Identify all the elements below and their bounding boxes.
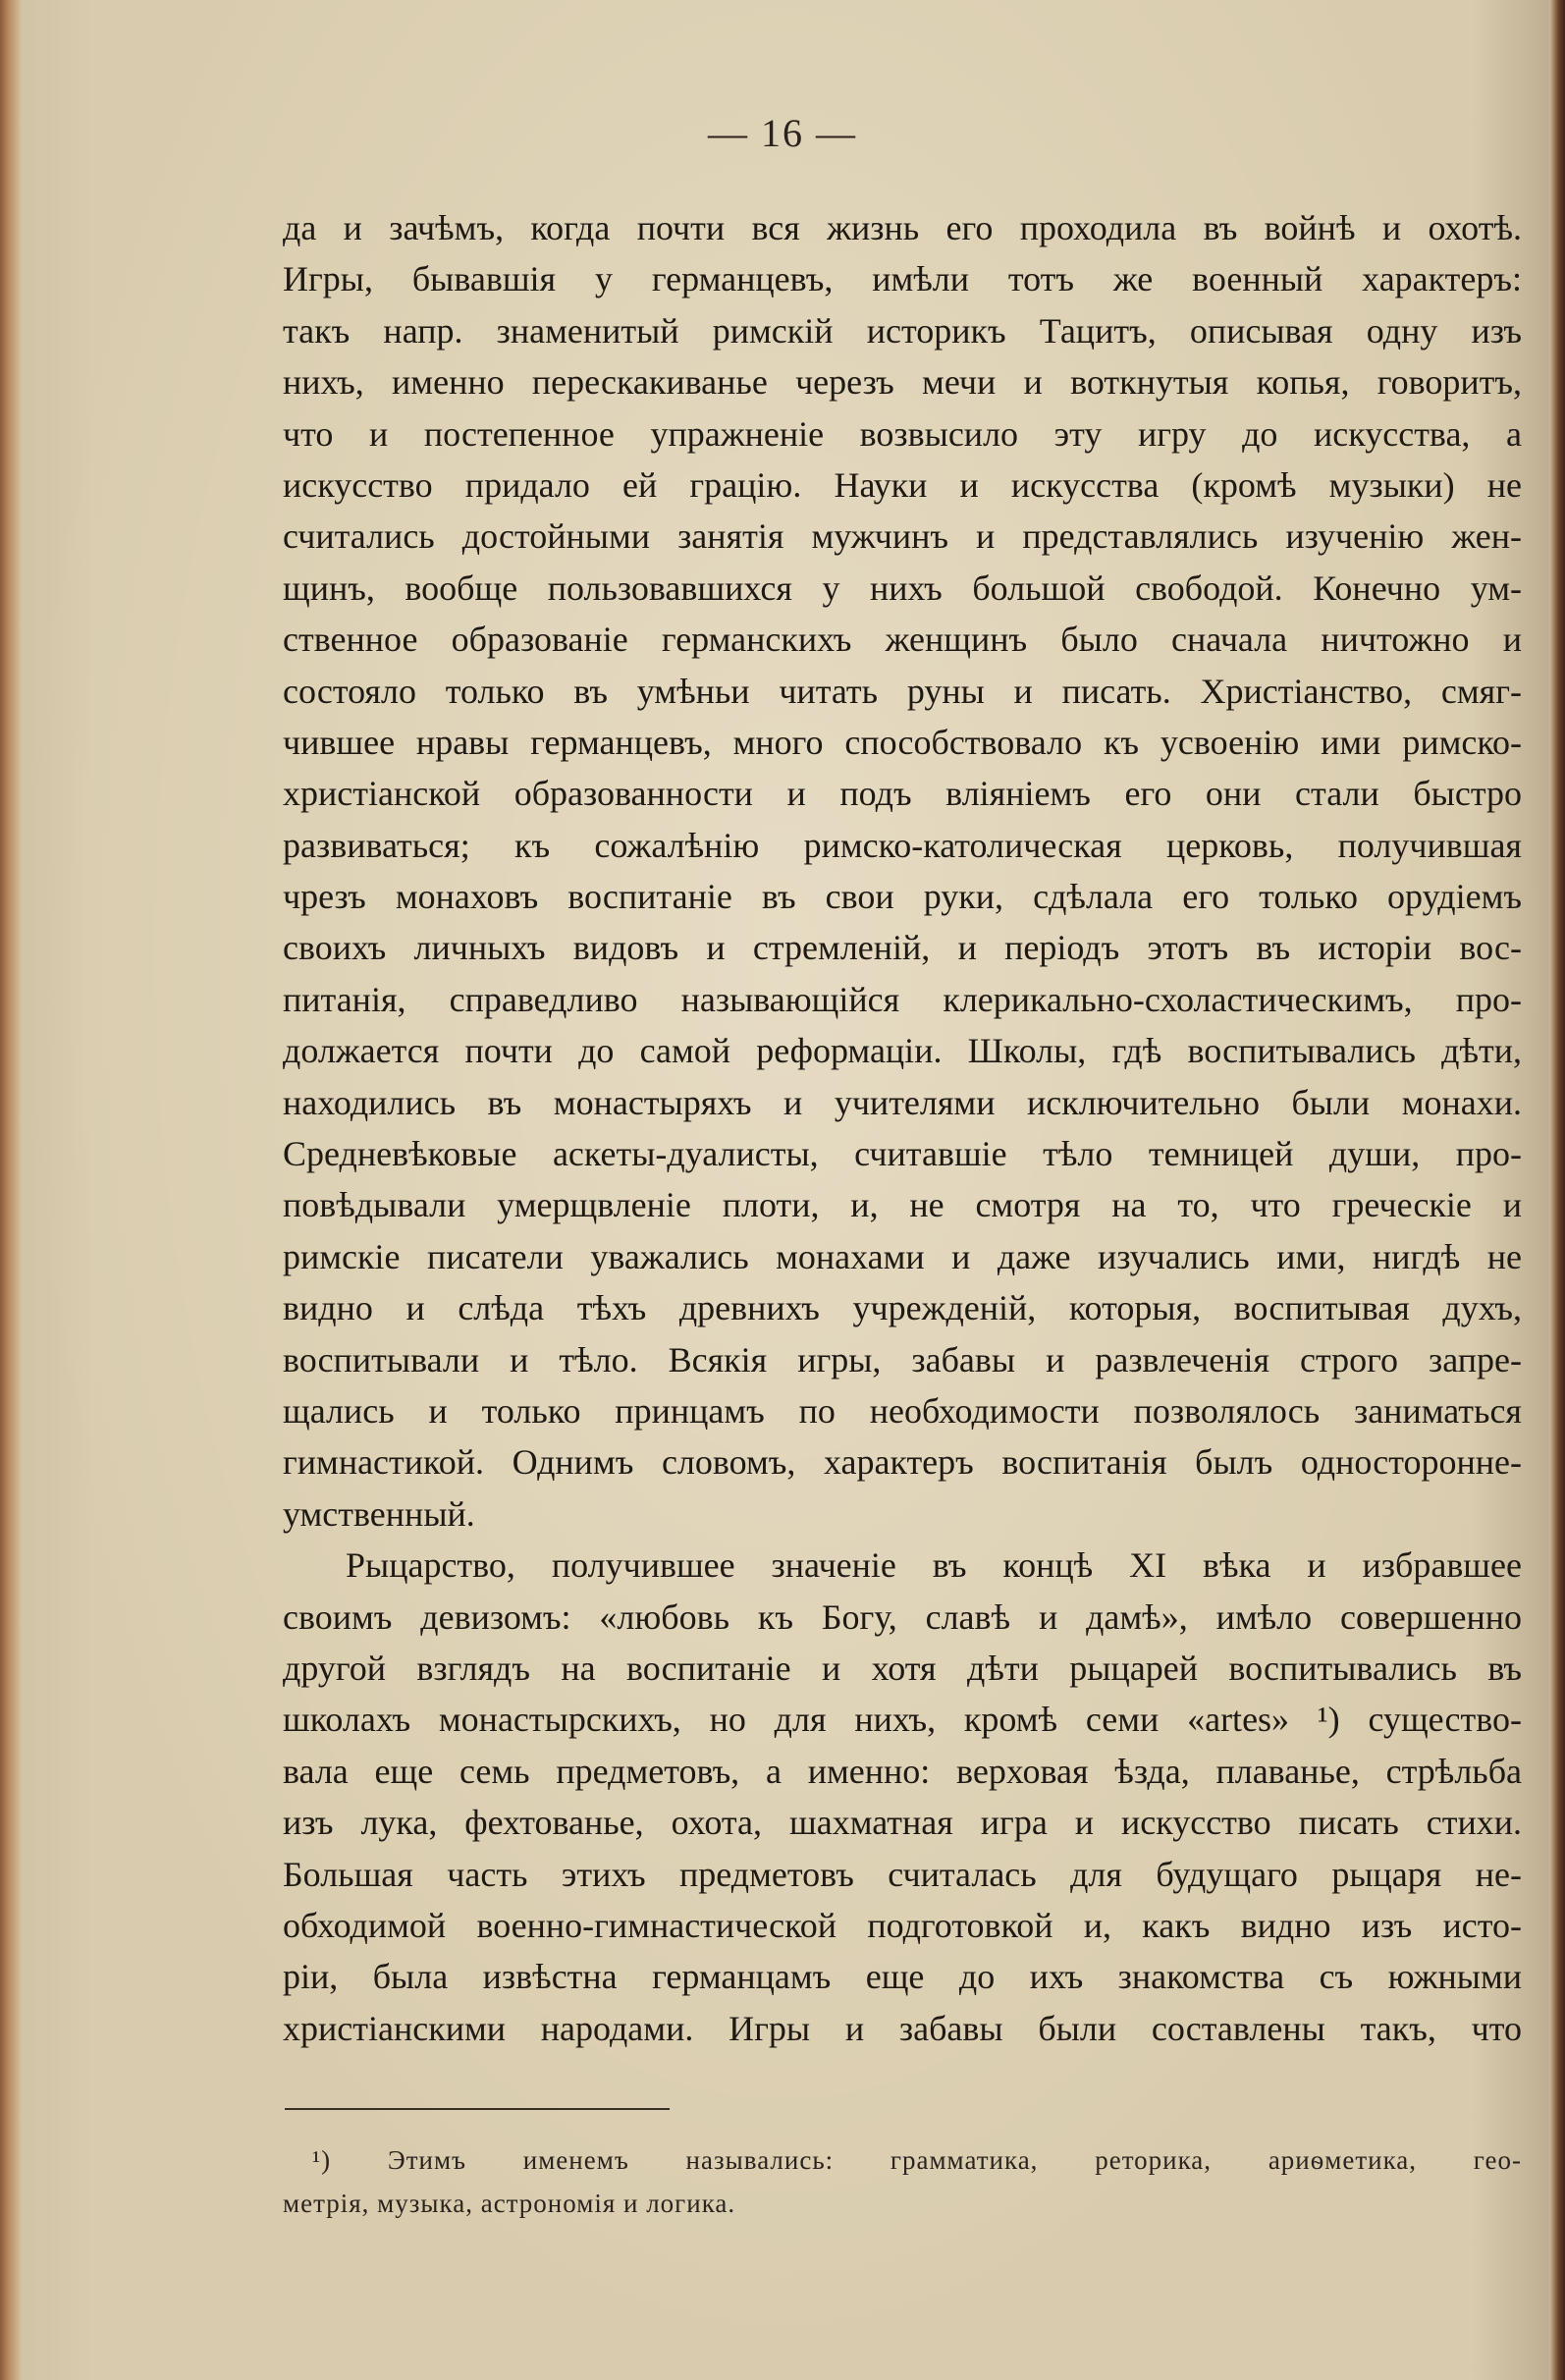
text-line: что и постепенное упражненіе возвысило эту игру до искусства, а [283,413,1522,454]
text-line: воспитывали и тѣло. Всякія игры, забавы и развлеченія строго запре- [283,1339,1522,1379]
paragraph-first-line: Рыцарство, получившее значеніе въ концѣ XI вѣка и избравшее [346,1545,1522,1586]
text-line: христіанской образованности и подъ вліяніемъ его они стали быстро [283,774,1522,814]
page-outer-edge [1549,0,1565,2380]
text-line: находились въ монастыряхъ и учителями исключительно были монахи. [283,1082,1522,1122]
text-line: считались достойными занятія мужчинъ и представлялись изученію жен- [283,516,1522,557]
footnote-line [283,2138,1522,2182]
text-line: своихъ личныхъ видовъ и стремленій, и періодъ этотъ въ исторіи вос- [283,928,1522,968]
text-line: видно и слѣда тѣхъ древнихъ учрежденій, которыя, воспитывая духъ, [283,1288,1522,1328]
text-line: умственный. [283,1493,475,1534]
text-line: христіанскими народами. Игры и забавы были составлены такъ, что [283,2008,1522,2048]
text-line: должается почти до самой реформаціи. Школы, гдѣ воспитывались дѣти, [283,1031,1522,1071]
text-line: своимъ девизомъ: «любовь къ Богу, славѣ и дамѣ», имѣло совершенно [283,1596,1522,1637]
text-line: изъ лука, фехтованье, охота, шахматная игра и искусство писать стихи. [283,1803,1522,1843]
text-line: обходимой военно-гимнастической подготовкой и, какъ видно изъ исто- [283,1905,1522,1945]
text-line: Большая часть этихъ предметовъ считалась для будущаго рыцаря не- [283,1854,1522,1894]
footnote [283,2138,1522,2225]
text-line: да и зачѣмъ, когда почти вся жизнь его проходила въ войнѣ и охотѣ. [283,208,1522,247]
text-line: щинъ, вообще пользовавшихся у нихъ большой свободой. Конечно ум- [283,568,1522,608]
text-line: гимнастикой. Однимъ словомъ, характеръ воспитанія былъ односторонне- [283,1442,1522,1483]
text-line: вала еще семь предметовъ, а именно: верховая ѣзда, плаванье, стрѣльба [283,1751,1522,1791]
text-line: нихъ, именно перескакиванье черезъ мечи и воткнутыя копья, говоритъ, [283,362,1522,403]
text-line: Средневѣковые аскеты-дуалисты, считавшіе тѣло темницей души, про- [283,1134,1522,1174]
text-line: искусство придало ей грацію. Науки и искусства (кромѣ музыки) не [283,464,1522,505]
text-line: римскіе писатели уважались монахами и даже изучались ими, нигдѣ не [283,1236,1522,1276]
footnote-text: Этимъ именемъ назывались: грамматика, реторика, ариѳметика, гео- [387,2145,1522,2175]
text-line: школахъ монастырскихъ, но для нихъ, кромѣ семи «artes» ¹) существо- [283,1700,1522,1740]
footnote-line: метрія, музыка, астрономія и логика. [283,2189,736,2218]
text-line: ріи, была извѣстна германцамъ еще до ихъ знакомства съ южными [283,1957,1522,1997]
text-line: состояло только въ умѣньи читать руны и писать. Христіанство, смяг- [283,671,1522,711]
footnote-marker: ¹) [312,2145,332,2175]
text-line: чившее нравы германцевъ, много способствовало къ усвоенію ими римско- [283,722,1522,762]
page-number: — 16 — [708,111,857,155]
text-line: повѣдывали умерщвленіе плоти, и, не смотря на то, что греческіе и [283,1185,1522,1225]
text-line: щались и только принцамъ по необходимости позволялось заниматься [283,1390,1522,1431]
text-line: такъ напр. знаменитый римскій историкъ Тацитъ, описывая одну изъ [283,310,1522,351]
footnote-separator [285,2108,670,2110]
text-line: другой взглядъ на воспитаніе и хотя дѣти рыцарей воспитывались въ [283,1648,1522,1688]
text-line: чрезъ монаховъ воспитаніе въ свои руки, сдѣлала его только орудіемъ [283,877,1522,917]
text-line: ственное образованіе германскихъ женщинъ было сначала ничтожно и [283,620,1522,660]
page-binding-edge [0,0,22,2380]
body-text [283,202,1522,2054]
text-line: питанія, справедливо называющійся клерикально-схоластическимъ, про- [283,979,1522,1019]
text-line: Игры, бывавшія у германцевъ, имѣли тотъ же военный характеръ: [283,259,1522,299]
text-line: развиваться; къ сожалѣнію римско-католическая церковь, получившая [283,825,1522,865]
